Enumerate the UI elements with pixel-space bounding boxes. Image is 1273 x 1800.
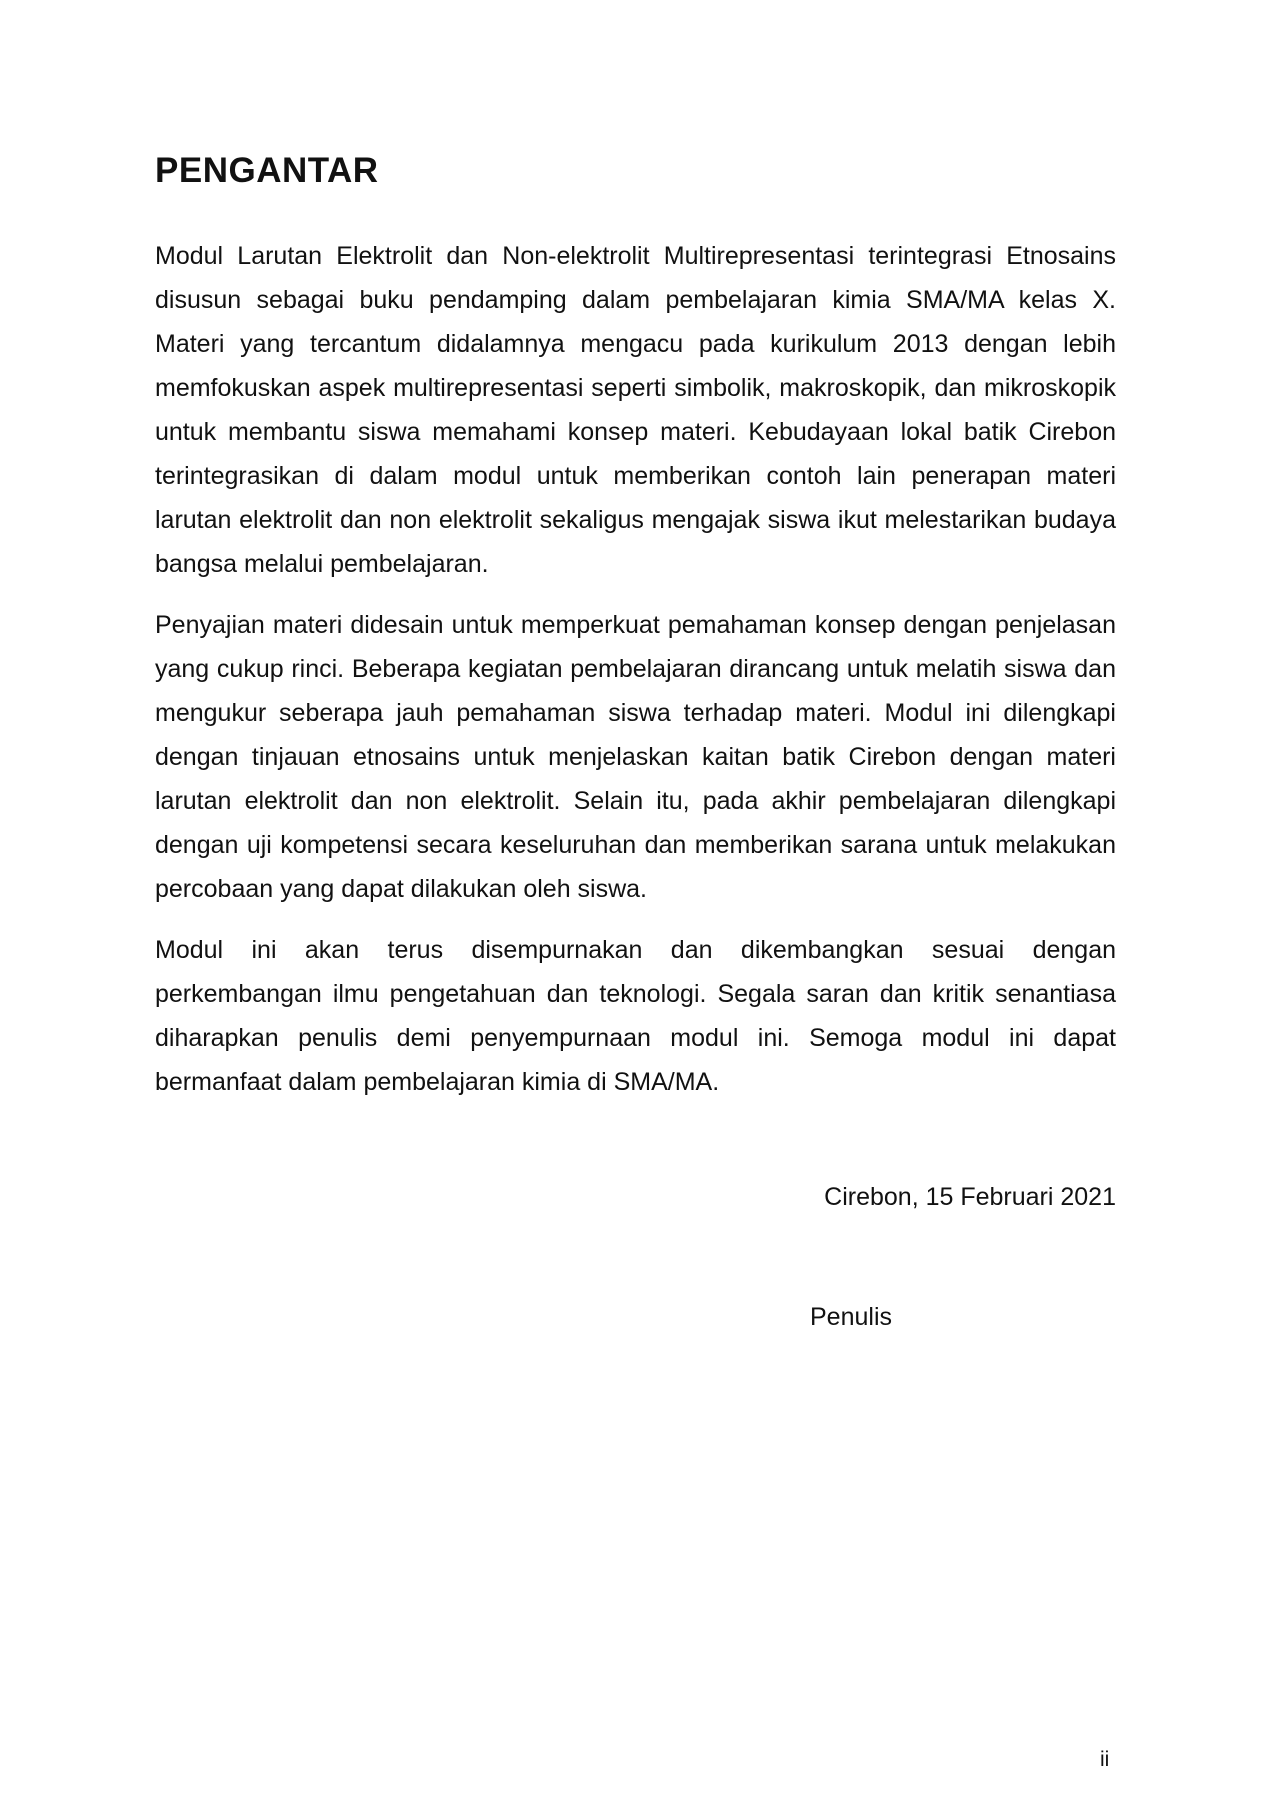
page-number: ii	[1100, 1748, 1110, 1771]
paragraph-3: Modul ini akan terus disempurnakan dan dikembangkan sesuai dengan perkembangan ilmu pengetahuan dan teknologi. Segala saran dan kritik senantiasa diharapkan penulis demi penyempurnaan modul ini. Semoga modul ini dapat bermanfaat dalam pembelajaran kimia di SMA/MA.	[155, 936, 1116, 1096]
paragraph-1: Modul Larutan Elektrolit dan Non-elektrolit Multirepresentasi terintegrasi Etnosains disusun sebagai buku pendamping dalam pembelajaran kimia SMA/MA kelas X. Materi yang tercantum didalamnya mengacu pada kurikulum 2013 dengan lebih memfokuskan aspek multirepresentasi seperti simbolik, makroskopik, dan mikroskopik untuk membantu siswa memahami konsep materi. Kebudayaan lokal batik Cirebon terintegrasikan di dalam modul untuk memberikan contoh lain penerapan materi larutan elektrolit dan non elektrolit sekaligus mengajak siswa ikut melestarikan budaya bangsa melalui pembelajaran.	[155, 242, 1116, 578]
body-text	[155, 234, 1116, 1121]
page-title: PENGANTAR	[155, 151, 379, 190]
author-signature: Penulis	[810, 1303, 892, 1331]
place-date: Cirebon, 15 Februari 2021	[824, 1183, 1116, 1211]
paragraph-2: Penyajian materi didesain untuk memperkuat pemahaman konsep dengan penjelasan yang cukup rinci. Beberapa kegiatan pembelajaran dirancang untuk melatih siswa dan mengukur seberapa jauh pemahaman siswa terhadap materi. Modul ini dilengkapi dengan tinjauan etnosains untuk menjelaskan kaitan batik Cirebon dengan materi larutan elektrolit dan non elektrolit. Selain itu, pada akhir pembelajaran dilengkapi dengan uji kompetensi secara keseluruhan dan memberikan sarana untuk melakukan percobaan yang dapat dilakukan oleh siswa.	[155, 611, 1116, 903]
